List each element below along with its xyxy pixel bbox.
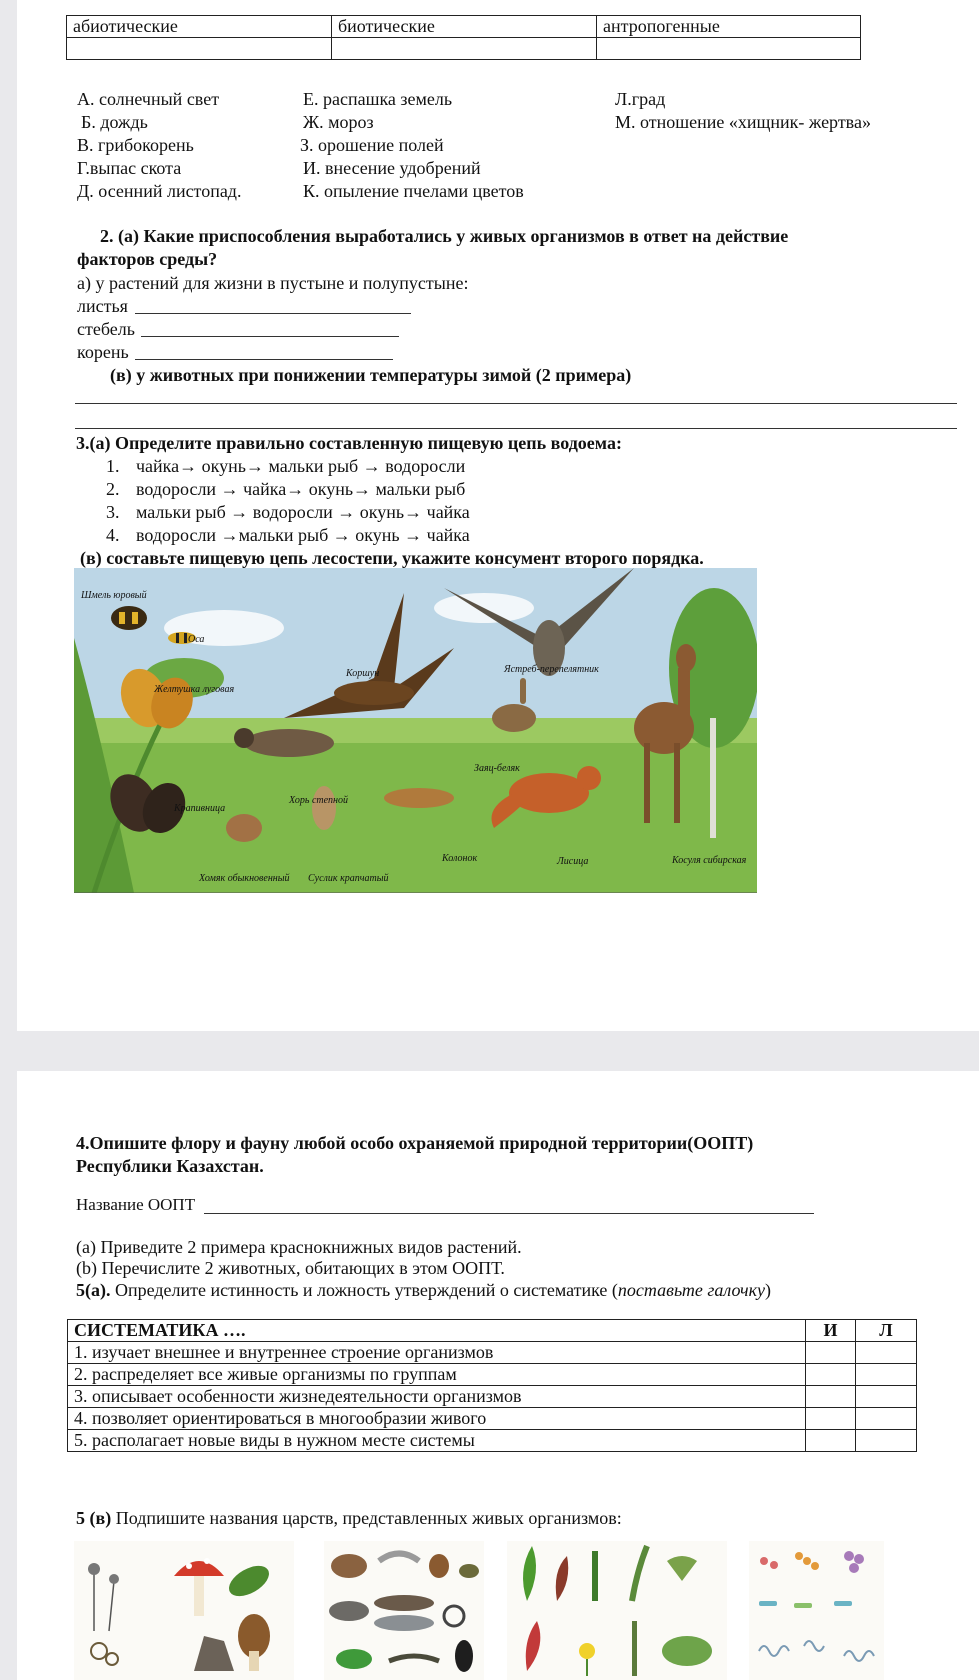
- true-header: И: [806, 1320, 856, 1342]
- label-leaves: листья: [77, 296, 128, 316]
- factor-zh: Ж. мороз: [303, 112, 374, 132]
- false-checkbox-1[interactable]: [856, 1342, 917, 1364]
- true-checkbox-2[interactable]: [806, 1364, 856, 1386]
- option-4-num: 4.: [106, 525, 120, 545]
- question-3-title: 3.(а) Определите правильно составленную пищевую цепь водоема:: [76, 433, 622, 453]
- question-2-title: 2. (а) Какие приспособления выработались у живых организмов в ответ на действие: [100, 226, 789, 246]
- question-3b: (в) составьте пищевую цепь лесостепи, укажите консумент второго порядка.: [80, 548, 704, 568]
- label-kite: Коршун: [346, 668, 380, 679]
- birch-branch-icon: [662, 1636, 712, 1666]
- label-yellow-butterfly: Желтушка луговая: [154, 684, 235, 695]
- oopt-name-label: Название ООПТ: [76, 1195, 196, 1214]
- factor-g: Г.выпас скота: [77, 158, 182, 178]
- bumblebee-icon: [111, 606, 147, 630]
- factor-e: Е. распашка земель: [303, 89, 453, 109]
- header-abiotic: абиотические: [67, 16, 332, 38]
- bacteria-kingdom-image: [749, 1541, 884, 1680]
- factor-z: З. орошение полей: [300, 135, 444, 155]
- false-checkbox-4[interactable]: [856, 1408, 917, 1430]
- label-hawk: Ястреб-перепелятник: [504, 664, 599, 675]
- question-5a-title: [76, 1279, 771, 1301]
- q5a-end: ): [765, 1280, 772, 1300]
- false-checkbox-3[interactable]: [856, 1386, 917, 1408]
- puffin-icon: [455, 1640, 473, 1672]
- fungi-kingdom-image: [74, 1541, 294, 1680]
- q5b-number: 5 (в): [76, 1508, 112, 1528]
- answer-line-leaves[interactable]: [135, 313, 411, 314]
- question-4-title-cont: Республики Казахстан.: [76, 1156, 264, 1176]
- option-3: мальки рыб → водоросли → окунь→ чайка: [136, 502, 470, 522]
- label-ground-squirrel: Суслик крапчатый: [308, 873, 389, 884]
- statement-4: 4. позволяет ориентироваться в многообразии живого: [68, 1408, 806, 1430]
- answer-cell-biotic[interactable]: [332, 38, 597, 60]
- frog-icon: [336, 1649, 372, 1669]
- question-2b: (в) у животных при понижении температуры зимой (2 примера): [110, 365, 632, 385]
- factors-classification-table: [66, 15, 861, 60]
- option-2-num: 2.: [106, 479, 120, 499]
- true-checkbox-5[interactable]: [806, 1430, 856, 1452]
- option-2: водоросли → чайка→ окунь→ мальки рыб: [136, 479, 466, 499]
- answer-cell-anthropogenic[interactable]: [597, 38, 861, 60]
- factor-k: К. опыление пчелами цветов: [303, 181, 524, 201]
- q5b-text: Подпишите названия царств, представленных живых организмов:: [111, 1508, 622, 1528]
- deer-icon: [331, 1554, 367, 1578]
- header-anthropogenic: антропогенные: [597, 16, 861, 38]
- label-root: корень: [77, 342, 129, 362]
- question-4b: (b) Перечислите 2 животных, обитающих в этом ООПТ.: [76, 1258, 505, 1278]
- ground-squirrel-icon: [312, 786, 336, 830]
- factor-m: М. отношение «хищник- жертва»: [615, 112, 871, 132]
- q5a-text: Определите истинность и ложность утверждений о систематике (: [110, 1280, 618, 1300]
- question-2a: а) у растений для жизни в пустыне и полупустыне:: [77, 273, 469, 293]
- answer-line-2b-2[interactable]: [75, 428, 957, 429]
- label-stem: стебель: [77, 319, 135, 339]
- header-biotic: биотические: [332, 16, 597, 38]
- systematics-header: СИСТЕМАТИКА ….: [68, 1320, 806, 1342]
- plant-kingdom-image: [507, 1541, 727, 1680]
- worksheet-page-2: [17, 1071, 979, 1680]
- label-dark-butterfly: Крапивница: [174, 803, 226, 814]
- true-checkbox-4[interactable]: [806, 1408, 856, 1430]
- factor-a: А. солнечный свет: [77, 89, 220, 109]
- factor-d: Д. осенний листопад.: [77, 181, 242, 201]
- false-checkbox-2[interactable]: [856, 1364, 917, 1386]
- q5a-italic: поставьте галочку: [617, 1280, 766, 1300]
- answer-line-root[interactable]: [135, 359, 393, 360]
- statement-1: 1. изучает внешнее и внутреннее строение организмов: [68, 1342, 806, 1364]
- false-checkbox-5[interactable]: [856, 1430, 917, 1452]
- animal-kingdom-image: [324, 1541, 484, 1680]
- seal-icon: [329, 1601, 369, 1621]
- question-5b: [76, 1507, 622, 1529]
- statement-2: 2. распределяет все живые организмы по группам: [68, 1364, 806, 1386]
- label-fox: Лисица: [557, 856, 589, 867]
- factor-i: И. внесение удобрений: [303, 158, 481, 178]
- label-weasel: Колонок: [442, 853, 478, 864]
- answer-cell-abiotic[interactable]: [67, 38, 332, 60]
- forest-steppe-illustration: [74, 568, 757, 893]
- question-4-title: 4.Опишите флору и фауну любой особо охраняемой природной территории(ООПТ): [76, 1133, 754, 1153]
- oopt-name-line[interactable]: [204, 1213, 814, 1214]
- label-hamster: Хомяк обыкновенный: [199, 873, 290, 884]
- label-hare: Заяц-беляк: [474, 763, 520, 774]
- option-1: чайка→ окунь→ мальки рыб → водоросли: [136, 456, 466, 476]
- statement-5: 5. располагает новые виды в нужном месте системы: [68, 1430, 806, 1452]
- horsetail-icon: [632, 1621, 637, 1676]
- label-roe-deer: Косуля сибирская: [672, 855, 747, 866]
- option-1-num: 1.: [106, 456, 120, 476]
- true-checkbox-1[interactable]: [806, 1342, 856, 1364]
- option-3-num: 3.: [106, 502, 120, 522]
- worksheet-page-1: [17, 0, 979, 1031]
- answer-line-2b-1[interactable]: [75, 403, 957, 404]
- answer-line-stem[interactable]: [141, 336, 399, 337]
- question-2-title-cont: факторов среды?: [77, 249, 218, 269]
- label-bumblebee: Шмель юровый: [81, 590, 147, 601]
- moss-icon: [592, 1551, 598, 1601]
- systematics-table: [67, 1319, 917, 1452]
- weasel-icon: [384, 788, 454, 808]
- q5a-number: 5(а).: [76, 1280, 111, 1300]
- true-checkbox-3[interactable]: [806, 1386, 856, 1408]
- label-ferret: Хорь степной: [289, 795, 349, 806]
- turtle-icon: [459, 1564, 479, 1578]
- factor-b: Б. дождь: [81, 112, 148, 132]
- label-wasp: Оса: [188, 634, 205, 645]
- false-header: Л: [856, 1320, 917, 1342]
- question-4a: (а) Приведите 2 примера краснокнижных видов растений.: [76, 1237, 522, 1257]
- squirrel-icon: [429, 1554, 449, 1578]
- statement-3: 3. описывает особенности жизнедеятельности организмов: [68, 1386, 806, 1408]
- hamster-icon: [226, 814, 262, 842]
- option-4: водоросли →мальки рыб → окунь → чайка: [136, 525, 470, 545]
- factor-l: Л.град: [615, 89, 666, 109]
- factor-v: В. грибокорень: [77, 135, 194, 155]
